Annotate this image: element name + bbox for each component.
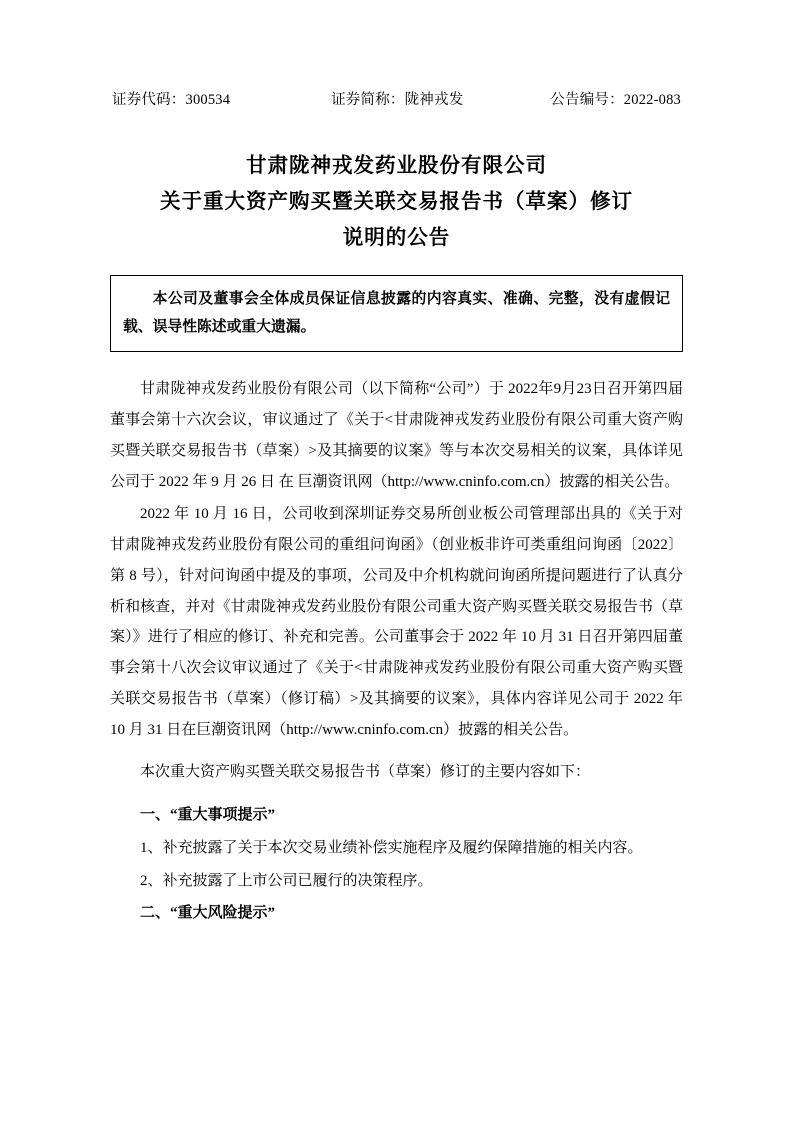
announcement-number: 公告编号：2022-083 <box>550 92 681 108</box>
security-abbreviation: 证券简称：陇神戎发 <box>331 92 464 108</box>
paragraph-2: 2022 年 10 月 16 日，公司收到深圳证券交易所创业板公司管理部出具的《关于对甘肃陇神戎发药业股份有限公司的重组问询函》（创业板非许可类重组问询函〔2022〕第 8 号），针对问询函中提及的事项，公司及中介机构就问询函所提问题进行了认真分析和核查，并对《甘肃陇神戎发药业股份有限公司重大资产购买暨关联交易报告书（草案）》进行了相应的修订、补充和完善。公司董事会于 2022 年 10 月 31 日召开第四届董事会第十八次会议审议通过了《关于<甘肃陇神戎发药业股份有限公司重大资产购买暨关联交易报告书（草案）（修订稿）>及其摘要的议案》，具体内容详见公司于 2022 年 10 月 31 日在巨潮资讯网（http://www.cninfo.com.cn）披露的相关公告。 <box>110 506 683 738</box>
section-heading-1: 一、“重大事项提示” <box>140 807 276 824</box>
section-heading-2: 二、“重大风险提示” <box>140 905 276 922</box>
disclosure-statement-text: 本公司及董事会全体成员保证信息披露的内容真实、准确、完整，没有虚假记载、误导性陈述或重大遗漏。 <box>123 290 670 336</box>
page-title <box>110 149 683 257</box>
title-line-3: 说明的公告 <box>342 226 451 249</box>
list-item: 1、补充披露了关于本次交易业绩补偿实施程序及履约保障措施的相关内容。 <box>140 839 643 856</box>
disclosure-statement-box <box>110 275 683 353</box>
list-item: 2、补充披露了上市公司已履行的决策程序。 <box>140 872 433 889</box>
section-spacer <box>110 790 683 800</box>
paragraph-1: 甘肃陇神戎发药业股份有限公司（以下简称“公司”）于 2022年9月23日召开第四届董事会第十六次会议，审议通过了《关于<甘肃陇神戎发药业股份有限公司重大资产购买暨关联交易报告书（草案）>及其摘要的议案》等与本次交易相关的议案，具体详见公司于 2022 年 9 月 26 日 在 巨潮资讯网（http://www.cninfo.com.cn）披露的相关公告。 <box>110 381 683 490</box>
document-body <box>110 374 683 929</box>
security-code: 证券代码：300534 <box>112 92 231 108</box>
paragraph-spacer <box>110 747 683 757</box>
title-line-2: 关于重大资产购买暨关联交易报告书（草案）修订 <box>160 190 633 213</box>
document-header <box>110 88 683 109</box>
paragraph-3: 本次重大资产购买暨关联交易报告书（草案）修订的主要内容如下： <box>140 764 591 781</box>
title-line-1: 甘肃陇神戎发药业股份有限公司 <box>246 155 547 177</box>
